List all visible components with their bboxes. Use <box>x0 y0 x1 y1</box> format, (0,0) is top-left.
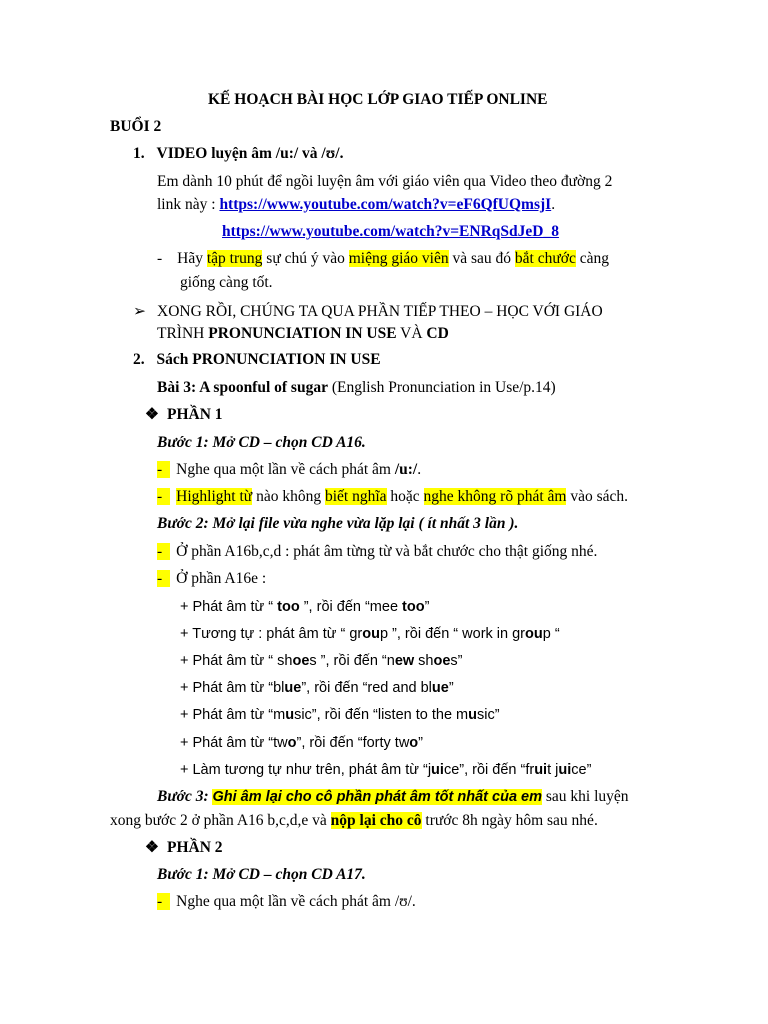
highlight-tap-trung: tập trung <box>206 250 263 267</box>
word-practice-3 <box>180 651 463 671</box>
bullet-dash: - <box>157 893 170 910</box>
practice-text: sh <box>414 653 434 669</box>
part-2-bullet-listen <box>157 892 416 912</box>
word-practice-7 <box>180 760 591 780</box>
lesson-title: Bài 3: A spoonful of sugar <box>157 379 328 396</box>
practice-text: sic”, rồi đến “listen to the m <box>294 707 469 723</box>
word-practice-1 <box>180 597 429 617</box>
target-sound: too <box>402 599 425 615</box>
link-prefix: link này : <box>157 196 220 213</box>
word-practice-4 <box>180 678 454 698</box>
bullet-text: Ở phần A16e : <box>176 570 267 587</box>
section-2-heading <box>133 350 381 370</box>
highlight-mieng-giao-vien: miệng giáo viên <box>348 250 449 267</box>
practice-text: + Làm tương tự như trên, phát âm từ “j <box>180 762 432 778</box>
next-part-text: VÀ <box>396 325 427 342</box>
section-1-title: VIDEO luyện âm /u:/ và /ʊ/. <box>156 145 344 162</box>
practice-text: ” <box>448 680 454 696</box>
part-2-heading <box>145 838 223 858</box>
practice-text: ”, rồi đến “forty tw <box>296 735 410 751</box>
focus-bullet-line2: giống càng tốt. <box>180 274 273 291</box>
bullet-text: Ở phần A16b,c,d : phát âm từng từ và bắt chước cho thật giống nhé. <box>176 543 598 560</box>
step-3-text: sau khi luyện <box>542 788 629 805</box>
next-part-note-line1 <box>133 302 603 322</box>
focus-bullet <box>157 249 609 269</box>
bullet-dash: - <box>157 543 170 560</box>
practice-text: ” <box>424 599 430 615</box>
lesson-line <box>157 378 556 398</box>
next-part-note-line2 <box>157 324 449 344</box>
part-1-step-2: Bước 2: Mở lại file vừa nghe vừa lặp lại ( ít nhất 3 lần ). <box>157 515 519 532</box>
practice-text: ”, rồi đến “mee <box>299 599 403 615</box>
bullet-text: càng <box>575 250 609 267</box>
diamond-bullet-icon: ❖ <box>145 839 159 856</box>
lesson-source: (English Pronunciation in Use/p.14) <box>327 379 556 396</box>
bullet-dash: - <box>157 570 170 587</box>
target-sound: ue <box>431 680 449 696</box>
target-sound: u <box>468 707 477 723</box>
bullet-text: hoặc <box>386 488 424 505</box>
cd-label: CD <box>426 325 449 342</box>
target-sound: too <box>277 599 300 615</box>
book-title: PRONUNCIATION IN USE <box>208 325 397 342</box>
highlight-biet-nghia: biết nghĩa <box>324 488 387 505</box>
bullet-text: Nghe qua một lần về cách phát âm /ʊ/. <box>176 893 416 910</box>
target-sound: u <box>285 707 295 723</box>
target-sound: oe <box>433 653 451 669</box>
practice-text: p ”, rồi đến “ work in gr <box>379 626 526 642</box>
target-sound: ue <box>284 680 302 696</box>
youtube-link-2-row <box>222 222 559 242</box>
step-3-text: xong bước 2 ở phần A16 b,c,d,e và <box>110 812 331 829</box>
highlight-bat-chuoc: bắt chước <box>514 250 576 267</box>
practice-text: + Phát âm từ “ <box>180 599 278 615</box>
practice-text: sic” <box>477 707 500 723</box>
section-1-number: 1. <box>133 145 145 162</box>
target-sound: ou <box>525 626 543 642</box>
video-instruction-line2 <box>157 195 555 215</box>
part-2-title: PHẦN 2 <box>167 839 223 856</box>
bullet-text: Hãy <box>177 250 207 267</box>
youtube-link-1[interactable]: https://www.youtube.com/watch?v=eF6QfUQmsjI <box>219 196 552 213</box>
part-2-step-1: Bước 1: Mở CD – chọn CD A17. <box>157 866 366 883</box>
target-sound: ew <box>394 653 415 669</box>
bullet-text: Nghe qua một lần về cách phát âm <box>176 461 395 478</box>
practice-text: ce” <box>571 762 592 778</box>
section-2-book: PRONUNCIATION IN USE <box>192 351 381 368</box>
bullet-text: vào sách. <box>566 488 628 505</box>
youtube-link-2[interactable]: https://www.youtube.com/watch?v=ENRqSdJeD_8 <box>222 223 559 240</box>
step-3-label: Bước 3: <box>157 788 209 805</box>
target-sound: ui <box>534 762 548 778</box>
section-1-heading <box>133 144 343 164</box>
next-part-text: XONG RỒI, CHÚNG TA QUA PHẦN TIẾP THEO – HỌC VỚI GIÁO <box>157 303 603 320</box>
target-sound: ui <box>431 762 444 778</box>
bullet-text: sự chú ý vào <box>262 250 349 267</box>
highlight-record-instruction: Ghi âm lại cho cô phần phát âm tốt nhất của em <box>212 789 543 805</box>
arrow-bullet-icon: ➢ <box>133 303 146 320</box>
practice-text: s” <box>450 653 463 669</box>
part-1-title: PHẦN 1 <box>167 406 223 423</box>
bullet-text: và sau đó <box>448 250 515 267</box>
practice-text: p “ <box>542 626 560 642</box>
video-instruction-line1: Em dành 10 phút để ngồi luyện âm với giáo viên qua Video theo đường 2 <box>157 173 613 190</box>
part-1-step-3 <box>157 787 629 807</box>
highlight-nghe-khong-ro: nghe không rõ phát âm <box>423 488 567 505</box>
target-sound: ou <box>362 626 380 642</box>
practice-text: ”, rồi đến “red and bl <box>301 680 432 696</box>
link-suffix: . <box>551 196 556 213</box>
practice-text: + Phát âm từ “tw <box>180 735 288 751</box>
part-1-heading <box>145 405 223 425</box>
target-sound: o <box>287 735 297 751</box>
practice-text: ce”, rồi đến “fr <box>443 762 535 778</box>
part-1-step-1: Bước 1: Mở CD – chọn CD A16. <box>157 434 366 451</box>
part-1-bullet-a16bcd <box>157 542 597 562</box>
document-title: KẾ HOẠCH BÀI HỌC LỚP GIAO TIẾP ONLINE <box>208 91 548 108</box>
section-2-prefix: Sách <box>156 351 193 368</box>
practice-text: + Phát âm từ “bl <box>180 680 285 696</box>
phoneme: /u:/ <box>394 461 418 478</box>
practice-text: + Phát âm từ “ sh <box>180 653 293 669</box>
target-sound: ui <box>558 762 572 778</box>
bullet-dash: - <box>157 461 170 478</box>
session-label: BUỔI 2 <box>110 118 162 135</box>
target-sound: o <box>409 735 419 751</box>
practice-text: t j <box>547 762 559 778</box>
part-1-bullet-listen <box>157 460 421 480</box>
bullet-text: nào không <box>252 488 325 505</box>
diamond-bullet-icon: ❖ <box>145 406 159 423</box>
word-practice-5 <box>180 705 500 725</box>
word-practice-2 <box>180 624 560 644</box>
bullet-dash: - <box>157 488 170 505</box>
practice-text: s ”, rồi đến “n <box>309 653 395 669</box>
practice-text: + Phát âm từ “m <box>180 707 286 723</box>
word-practice-6 <box>180 733 423 753</box>
part-1-bullet-a16e <box>157 569 266 589</box>
section-2-number: 2. <box>133 351 145 368</box>
highlight-nop-lai: nộp lại cho cô <box>330 812 422 829</box>
highlight-highlight-tu: Highlight từ <box>176 488 253 505</box>
practice-text: + Tương tự : phát âm từ “ gr <box>180 626 363 642</box>
part-1-step-3-line2 <box>110 811 598 831</box>
next-part-text: TRÌNH <box>157 325 209 342</box>
practice-text: ” <box>418 735 423 751</box>
target-sound: oe <box>292 653 310 669</box>
bullet-dash: - <box>157 250 163 267</box>
bullet-text: . <box>417 461 422 478</box>
step-3-text: trước 8h ngày hôm sau nhé. <box>421 812 598 829</box>
part-1-bullet-highlight <box>157 487 628 507</box>
